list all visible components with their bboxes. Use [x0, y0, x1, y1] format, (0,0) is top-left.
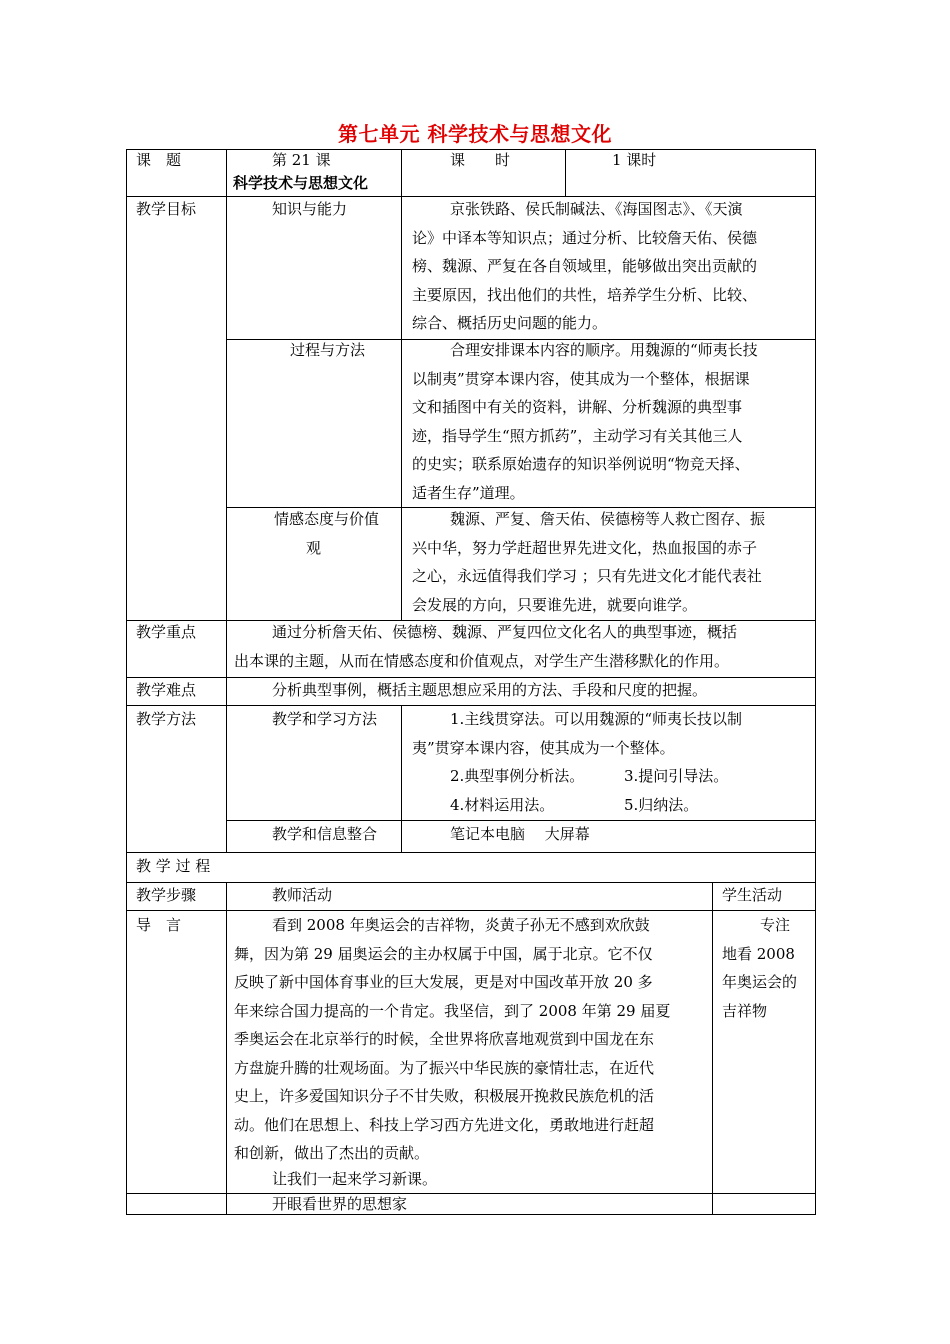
- label-knowledge: 知识与能力: [272, 200, 348, 218]
- text-line: 专注: [760, 916, 791, 934]
- text-line: 地看 2008: [722, 944, 795, 963]
- section-thinkers: 开眼看世界的思想家: [272, 1195, 408, 1213]
- lesson-number: 第 21 课: [272, 151, 331, 169]
- text-line: 年来综合国力提高的一个肯定。我坚信，到了 2008 年第 29 届夏: [234, 1001, 671, 1020]
- page-title: 第七单元 科学技术与思想文化: [338, 122, 612, 146]
- text-line: 论》中译本等知识点；通过分析、比较詹天佑、侯德: [412, 228, 758, 247]
- text-line: 方盘旋升腾的壮观场面。为了振兴中华民族的豪情壮志，在近代: [234, 1058, 655, 1077]
- methods-item: 4.材料运用法。: [450, 795, 555, 814]
- text-line: 榜、魏源、严复在各自领域里，能够做出突出贡献的: [412, 257, 758, 275]
- text-line: 和创新，做出了杰出的贡献。: [234, 1144, 430, 1162]
- text-line: 综合、概括历史问题的能力。: [412, 314, 608, 332]
- text-line: 魏源、严复、詹天佑、侯德榜等人救亡图存、振: [450, 510, 766, 528]
- label-hours: 课 时: [450, 151, 511, 169]
- text-line: 之心，永远值得我们学习 ；只有先进文化才能代表社: [412, 567, 762, 585]
- text-line: 舞，因为第 29 届奥运会的主办权属于中国，属于北京。它不仅: [234, 944, 653, 963]
- text-line: 吉祥物: [722, 1001, 768, 1020]
- info-integration-value: 笔记本电脑 大屏幕: [450, 825, 590, 843]
- text-line: 史上，许多爱国知识分子不甘失败，积极展开挽救民族危机的活: [234, 1087, 655, 1105]
- difficulty-text: 分析典型事例，概括主题思想应采用的方法、手段和尺度的把握。: [272, 681, 708, 699]
- text-line: 京张铁路、侯氏制碱法、《海国图志》、《天演: [450, 200, 743, 218]
- text-line: 以制夷”贯穿本课内容，使其成为一个整体，根据课: [412, 369, 750, 388]
- label-difficulty: 教学难点: [136, 681, 197, 699]
- text-line: 合理安排课本内容的顺序。用魏源的“师夷长技: [450, 341, 758, 359]
- text-line: 迹，指导学生“照方抓药”，主动学习有关其他三人: [412, 426, 743, 445]
- label-info-integration: 教学和信息整合: [272, 825, 378, 843]
- text-line: 会发展的方向，只要谁先进，就要向谁学。: [412, 595, 698, 614]
- col-student-activity: 学生活动: [722, 886, 783, 904]
- label-teach-learn-methods: 教学和学习方法: [272, 710, 378, 728]
- key-points-line: 通过分析詹天佑、侯德榜、魏源、严复四位文化名人的典型事迹，概括: [272, 623, 738, 641]
- label-key-points: 教学重点: [136, 623, 197, 641]
- text-line: 主要原因，找出他们的共性，培养学生分析、比较、: [412, 285, 758, 304]
- text-line: 看到 2008 年奥运会的吉祥物，炎黄子孙无不感到欢欣鼓: [272, 916, 650, 934]
- text-line: 文和插图中有关的资料，讲解、分析魏源的典型事: [412, 398, 743, 416]
- label-teaching-process: 教 学 过 程: [136, 857, 211, 875]
- text-line: 的史实；联系原始遗存的知识举例说明“物竞天择、: [412, 455, 750, 473]
- methods-line: 1.主线贯穿法。可以用魏源的“师夷长技以制: [450, 710, 742, 728]
- label-methods: 教学方法: [136, 710, 197, 728]
- label-intro: 导 言: [136, 916, 182, 934]
- label-process-method: 过程与方法: [290, 341, 366, 359]
- col-teacher-activity: 教师活动: [272, 886, 333, 904]
- text-line: 季奥运会在北京举行的时候，全世界将欣喜地观赏到中国龙在东: [234, 1030, 655, 1048]
- key-points-line: 出本课的主题，从而在情感态度和价值观点，对学生产生潜移默化的作用。: [234, 651, 730, 670]
- text-line: 动。他们在思想上、科技上学习西方先进文化，勇敢地进行赶超: [234, 1115, 655, 1134]
- col-teaching-step: 教学步骤: [136, 886, 197, 904]
- lesson-title: 科学技术与思想文化: [233, 174, 369, 192]
- methods-item: 5.归纳法。: [624, 795, 699, 814]
- text-line: 兴中华，努力学赶超世界先进文化，热血报国的赤子: [412, 538, 758, 557]
- text-line: 适者生存”道理。: [412, 483, 525, 502]
- methods-item: 2.典型事例分析法。: [450, 767, 585, 785]
- label-emotion: 情感态度与价值: [274, 510, 380, 528]
- text-line: 反映了新中国体育事业的巨大发展，更是对中国改革开放 20 多: [234, 973, 653, 991]
- methods-line: 夷”贯穿本课内容，使其成为一个整体。: [412, 738, 675, 757]
- methods-item: 3.提问引导法。: [624, 767, 729, 785]
- text-line: 年奥运会的: [722, 973, 798, 991]
- text-line: 让我们一起来学习新课。: [272, 1170, 438, 1188]
- label-emotion-cont: 观: [306, 538, 322, 557]
- label-topic: 课 题: [136, 151, 182, 169]
- label-objectives: 教学目标: [136, 200, 197, 218]
- hours-value: 1 课时: [612, 151, 657, 169]
